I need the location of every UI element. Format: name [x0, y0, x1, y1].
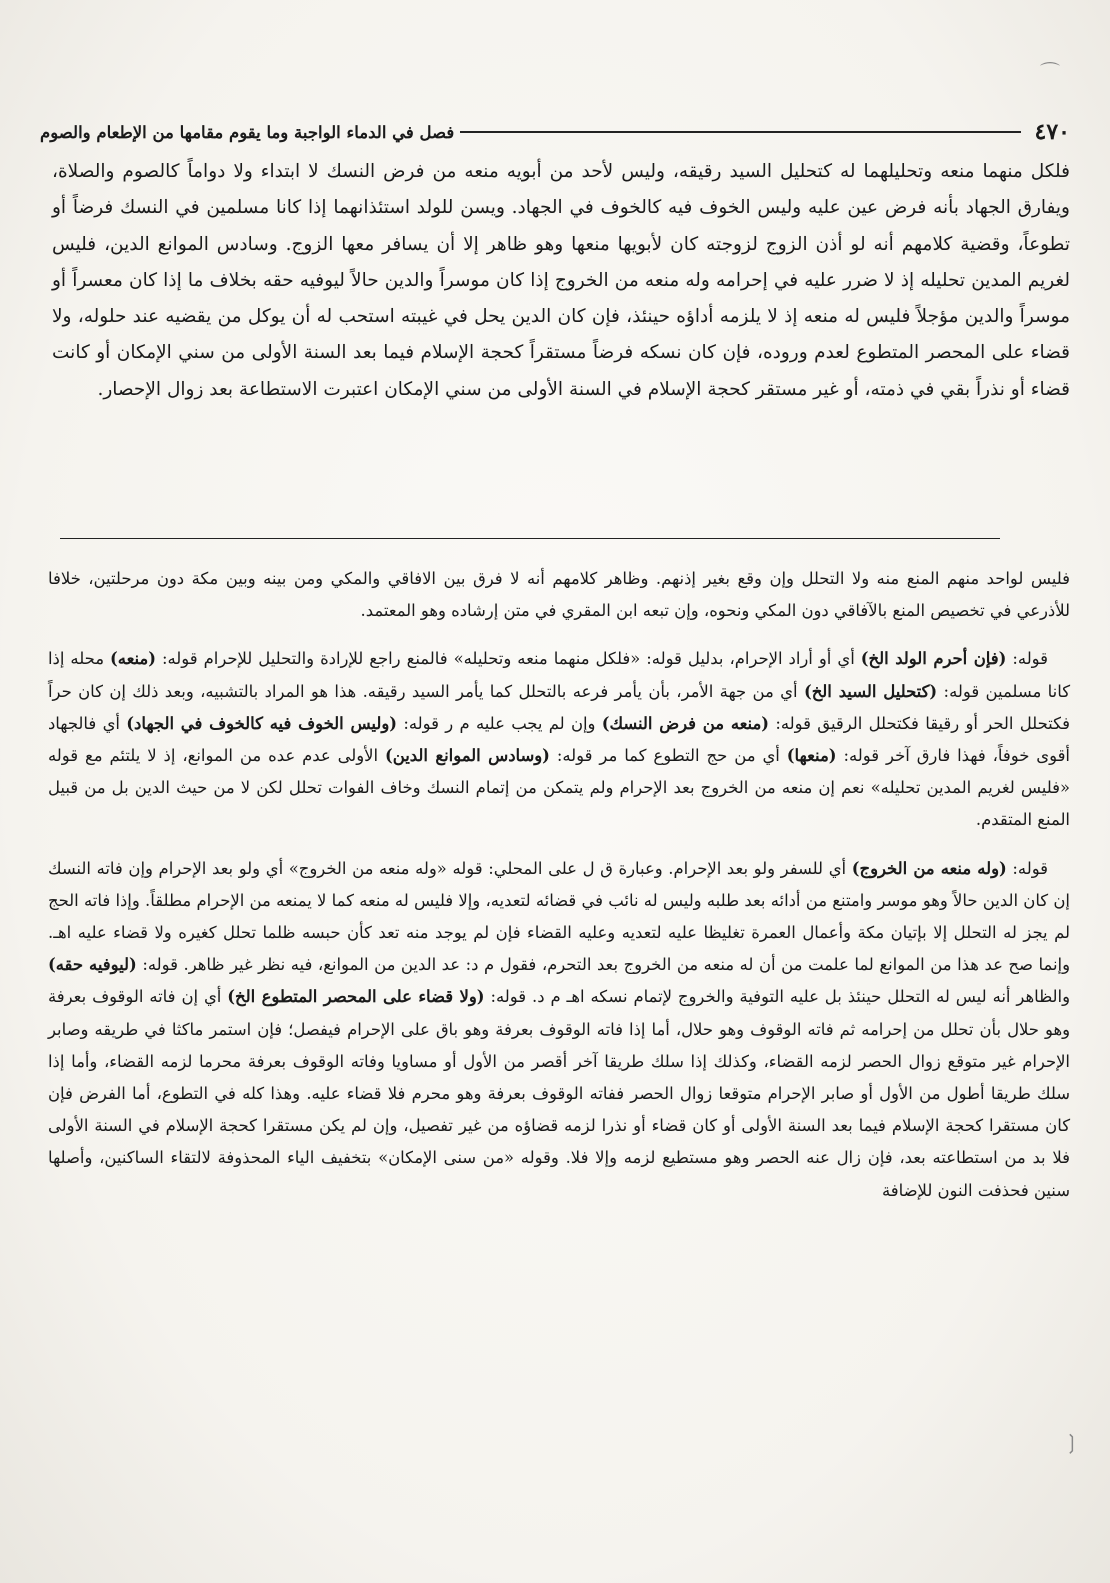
commentary	[48, 563, 1070, 1223]
quoted-lemma: (وليس الخوف فيه كالخوف في الجهاد)	[126, 713, 398, 733]
margin-bracket-icon: ❲	[1063, 1430, 1080, 1454]
commentary-text: أي من جهة الأمر، بأن يأمر فرعه بالتحلل كما يأمر السيد رقيقه. هذا هو المراد بالتشبيه، وبعد ذلك إن كان حراً فكتحلل الحر أو رقيقا فكتحلل الرقيق قوله:	[48, 681, 1071, 733]
commentary-text: أي من حج التطوع كما مر قوله:	[549, 746, 787, 766]
commentary-text: الأولى عدم عده من الموانع، إذ لا يلتئم مع قوله «فليس لغريم المدين تحليله» نعم إن منعه من الخروج بعد الإحرام ولم يتمكن من إتمام النسك وخاف الفوات تحلل لكن لا من حيث الدين بل من قبيل المنع المتقدم.	[48, 746, 1070, 830]
margin-scribble-icon: ⌒	[1040, 60, 1060, 84]
chapter-title: فصل في الدماء الواجبة وما يقوم مقامها من الإطعام والصوم	[40, 122, 455, 142]
quoted-lemma: (وله منعه من الخروج)	[851, 858, 1007, 878]
quoted-lemma: (ولا قضاء على المحصر المتطوع الخ)	[227, 987, 485, 1007]
commentary-paragraph	[48, 563, 1070, 627]
page-number: ٤٧٠	[1034, 119, 1070, 145]
quoted-lemma: (منعها)	[786, 746, 837, 766]
commentary-text: أي إن فاته الوقوف بعرفة وهو حلال بأن تحلل من إحرامه ثم فاته الوقوف وهو حلال، أما إذا فاته الوقوف بعرفة وهو باق على الإحرام فيفصل؛ فإن استمر ماكثا في طريقه وصابر الإحرام غير متوقع زوال الحصر لزمه القضاء، وكذلك إذا سلك طريقا آخر أقصر من الأول أو مساويا وفاته الوقوف بعرفة محرما لزمه القضاء، وأما إذا سلك طريقا أطول من الأول أو صابر الإحرام متوقعا زوال الحصر ففاته الوقوف بعرفة وهو محرم فلا قضاء عليه. وهذا كله في التطوع، أما الفرض فإن كان مستقرا كحجة الإسلام فيما بعد السنة الأولى أو كان قضاء أو نذرا لزمه قضاؤه من غير تفصيل، وإن لم يكن مستقرا كحجة الإسلام في السنة الأولى فلا بد من استطاعته بعد، فإن زال عنه الحصر وهو مستطيع لزمه وإلا فلا. وقوله «من سنى الإمكان» بتخفيف الياء المحذوفة لالتقاء الساكنين، وأصلها سنين فحذفت النون للإضافة	[48, 987, 1070, 1200]
quoted-lemma: (وسادس الموانع الدين)	[385, 746, 550, 766]
commentary-paragraph	[48, 853, 1070, 1207]
quoted-lemma: (منعه)	[110, 649, 156, 669]
main-paragraph: فلكل منهما منعه وتحليلهما له كتحليل السيد رقيقه، وليس لأحد من أبويه منعه من فرض النسك لا ابتداء ولا دواماً كالصوم والصلاة، ويفارق الجهاد بأنه فرض عين عليه وليس الخوف فيه كالخوف في الجهاد. ويسن للولد استئذانهما إذا كانا مسلمين في النسك فرضاً أو تطوعاً، وقضية كلامهم أنه لو أذن الزوج لزوجته كان لأبويها منعها وهو ظاهر إلا أن يسافر معها الزوج. وسادس الموانع الدين، فليس لغريم المدين تحليله إذ لا ضرر عليه في إحرامه وله منعه من الخروج إذا كان موسراً والدين حالاً ليوفيه حقه بخلاف ما إذا كان معسراً أو موسراً والدين مؤجلاً فليس له منعه إذ لا يلزمه أداؤه حينئذ، فإن كان الدين يحل في غيبته استحب له أن يوكل من يقضيه عند حلوله، ولا قضاء على المحصر المتطوع لعدم وروده، فإن كان نسكه فرضاً مستقراً كحجة الإسلام فيما بعد السنة الأولى من سني الإمكان أو كانت قضاء أو نذراً بقي في ذمته، أو غير مستقر كحجة الإسلام في السنة الأولى من سني الإمكان اعتبرت الاستطاعة بعد زوال الإحصار.	[52, 161, 1070, 400]
commentary-text: قوله:	[1006, 858, 1049, 878]
commentary-text: أي للسفر ولو بعد الإحرام. وعبارة ق ل على المحلي: قوله «وله منعه من الخروج» أي ولو بعد الإحرام وإن فاته النسك إن كان الدين حالاً وهو موسر وامتنع من أدائه بعد طلبه وليس له نائب في قضائه لتعديه، وإلا فليس له منعه كما لا يمنعه من الإحرام مطلقاً. وإذا فاته الحج لم يجز له التحلل إلا بإتيان مكة وأعمال العمرة تغليظا عليه لتعديه وعليه القضاء فإن لم يوجد منه تعد كأن حبسه ظلما تحلل كغيره ولا قضاء عليه اهـ. وإنما صح عد هذا من الموانع لما علمت من أن له منعه من الخروج بعد التحرم، فقول م د: عد الدين من الموانع، فيه نظر غير ظاهر. قوله:	[48, 858, 1071, 975]
commentary-paragraph	[48, 643, 1070, 836]
quoted-lemma: (ليوفيه حقه)	[48, 955, 137, 975]
main-text	[52, 154, 1070, 408]
footnote-divider	[60, 538, 1000, 539]
quoted-lemma: (كتحليل السيد الخ)	[803, 681, 938, 701]
running-head	[40, 112, 1070, 152]
commentary-text: محله إذا كانا مسلمين قوله:	[48, 649, 1070, 701]
commentary-text: أي فالجهاد أقوى خوفاً، فهذا فارق آخر قوله:	[48, 713, 1070, 766]
header-rule	[460, 131, 1020, 133]
commentary-text: فليس لواحد منهم المنع منه ولا التحلل وإن وقع بغير إذنهم. وظاهر كلامهم أنه لا فرق بين الافاقي والمكي ومن بينه وبين مكة دون مرحلتين، خلافا للأذرعي في تخصيص المنع بالآفاقي دون المكي ونحوه، وإن تبعه ابن المقري في متن إرشاده وهو المعتمد.	[48, 569, 1070, 621]
commentary-text: وإن لم يجب عليه م ر قوله:	[397, 713, 602, 733]
commentary-text: أي أو أراد الإحرام، بدليل قوله: «فلكل منهما منعه وتحليله» فالمنع راجع للإرادة والتحليل للإحرام قوله:	[155, 649, 861, 669]
commentary-text: والظاهر أنه ليس له التحلل حينئذ بل عليه التوفية والخروج لإتمام نسكه اهـ م د. قوله:	[484, 987, 1070, 1007]
quoted-lemma: (فإن أحرم الولد الخ)	[860, 649, 1007, 669]
quoted-lemma: (منعه من فرض النسك)	[601, 713, 770, 733]
commentary-text: قوله:	[1006, 649, 1048, 669]
